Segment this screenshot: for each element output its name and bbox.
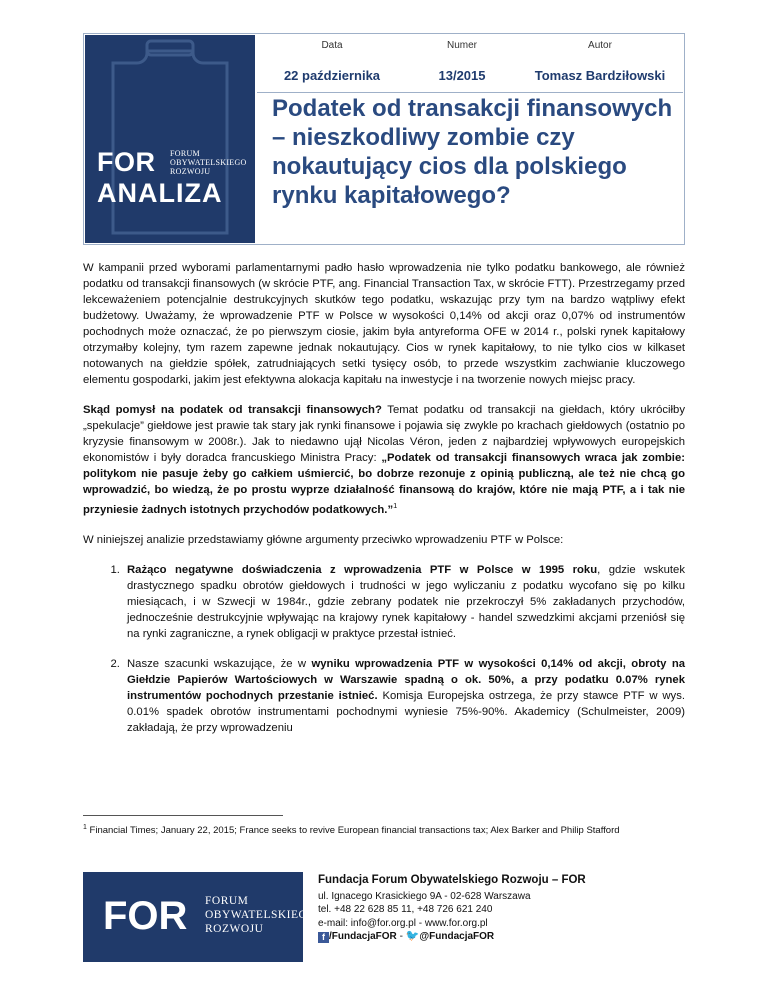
footer-social: f /FundacjaFOR - 🐦@FundacjaFOR <box>318 930 688 944</box>
clipboard-icon <box>85 35 255 243</box>
facebook-icon[interactable]: f <box>318 932 329 943</box>
meta-labels <box>257 40 683 56</box>
facebook-link[interactable]: /FundacjaFOR <box>329 931 397 942</box>
footer-for-logo <box>83 872 317 962</box>
origin-lead: Skąd pomysł na podatek od transakcji finansowych? <box>83 404 382 416</box>
document-body <box>83 260 685 750</box>
author-value: Tomasz Bardziłowski <box>534 68 666 83</box>
footnote-rule <box>83 815 283 816</box>
footer-email[interactable]: e-mail: info@for.org.pl - www.for.org.pl <box>318 917 488 929</box>
for-analiza-logo <box>85 35 255 243</box>
date-value: 22 października <box>283 68 381 83</box>
intro-paragraph: W kampanii przed wyborami parlamentarnymi padło hasło wprowadzenia nie tylko podatku bankowego, ale również podatku od transakcji finansowych (w skrócie PTF, ang. Financial Transaction Tax, w skrócie FTT). Przestrzegamy przed lekceważeniem potencjalnie destrukcyjnych skutków tego podatku, wskazując przy tym na bardzo wątpliwy efekt budżetowy. Uważamy, że wprowadzenie PTF w Polsce w wysokości 0,14% od akcji oraz 0,07% od instrumentów pochodnych może oznaczać, że po pierwszym ciosie, jakim była antyreforma OFE w 2014 r., polski rynek kapitałowy otrzymałby kolejny, tym razem zapewne jednak nokautujący. Cios w rynek kapitałowy, to nie tylko cios w kilkaset notowanych na giełdzie spółek, zatrudniających setki tysięcy osób, to przede wszystkim zachwianie kluczowego elementu gospodarki, jakim jest efektywna alokacja kapitału na inwestycje i na tworzenie nowych miejsc pracy. <box>83 262 685 386</box>
footer-address: ul. Ignacego Krasickiego 9A - 02-628 Warszawa <box>318 890 531 902</box>
footer-contact <box>318 874 688 944</box>
logo-for-text: FOR <box>97 147 156 177</box>
number-value: 13/2015 <box>438 68 486 83</box>
footer-phone[interactable]: tel. +48 22 628 85 11, +48 726 621 240 <box>318 904 493 915</box>
origin-paragraph <box>83 402 685 518</box>
twitter-icon[interactable]: 🐦 <box>405 930 420 942</box>
veron-quote: „Podatek od transakcji finansowych wraca jak zombie: politykom nie pasuje żeby go całkiem uśmiercić, bo dobrze rezonuje z opinią publiczną, ale też nie chcą go wprowadzić, bo wiedzą, że po prostu wyprze działalność finansową do krajów, które nie mają PTF, a i tak nie przyniesie żadnych istotnych przychodów podatkowych.” <box>83 452 685 516</box>
footer-logo-for: FOR <box>103 894 188 938</box>
header-divider <box>257 92 683 93</box>
logo-analiza-text: ANALIZA <box>97 178 223 208</box>
arguments-intro: W niniejszej analizie przedstawiamy główne argumenty przeciwko wprowadzeniu PTF w Polsce: <box>83 533 564 546</box>
number-label: Numer <box>446 40 477 51</box>
logo-org-name: FORUM OBYWATELSKIEGO ROZWOJU <box>170 149 247 176</box>
origin-text: Temat podatku od transakcji na giełdach, który ukróciłby „spekulacje” giełdowe jest prawie tak stary jak rynki finansowe i pojawia się zwykle po krachach giełdowych (ostatnio po kryzysie finansowym w 2008r.). Jak to niedawno ujął Nicolas Véron, jeden z najbardziej wpływowych europejskich ekonomistów i były doradca francuskiego Ministra Pracy: <box>83 404 685 464</box>
arguments-list <box>83 562 685 736</box>
footer-logo-org: FORUM OBYWATELSKIEGO ROZWOJU <box>205 895 317 935</box>
footer-org-name: Fundacja Forum Obywatelskiego Rozwoju – FOR <box>318 874 586 886</box>
document-title: Podatek od transakcji finansowych – nieszkodliwy zombie czy nokautujący cios dla polskiego rynku kapitałowego? <box>272 95 673 209</box>
meta-values <box>257 68 683 88</box>
author-label: Autor <box>588 40 612 51</box>
list-item: 1. Rażąco negatywne doświadczenia z wprowadzenia PTF w Polsce w 1995 roku, gdzie wskutek drastycznego spadku obrotów giełdowych i trudności w jego wyliczaniu z podatku wycofano się po kilku miesiącach, i w Szwecji w 1984r., gdzie zebrany podatek nie przekroczył 5% zakładanych przychodów, jednocześnie destrukcyjnie wpływając na krajowy rynek kapitałowy - handel szwedzkimi akcjami przeniósł się na rynki zagraniczne, a rynek obligacji w praktyce przestał istnieć. <box>123 562 685 642</box>
footnote-ref: 1 <box>393 501 398 510</box>
list-item: 2. Nasze szacunki wskazujące, że w wyniku wprowadzenia PTF w wysokości 0,14% od akcji, obroty na Giełdzie Papierów Wartościowych w Warszawie spadną o ok. 50%, a przy podatku 0.07% rynek instrumentów pochodnych przestanie istnieć. Komisja Europejska ostrzega, że przy stawce PTF w wys. 0.01% spadek obrotów instrumentami pochodnymi wyniesie 75%-90%. Akademicy (Schulmeister, 2009) zakładają, że przy wprowadzeniu <box>123 656 685 736</box>
date-label: Data <box>321 40 343 51</box>
twitter-link[interactable]: @FundacjaFOR <box>419 931 495 942</box>
footnote: $^1$ Financial Times; January 22, 2015; France seeks to revive European financial transactions tax; Alex Barker and Philip Stafford <box>83 824 620 837</box>
